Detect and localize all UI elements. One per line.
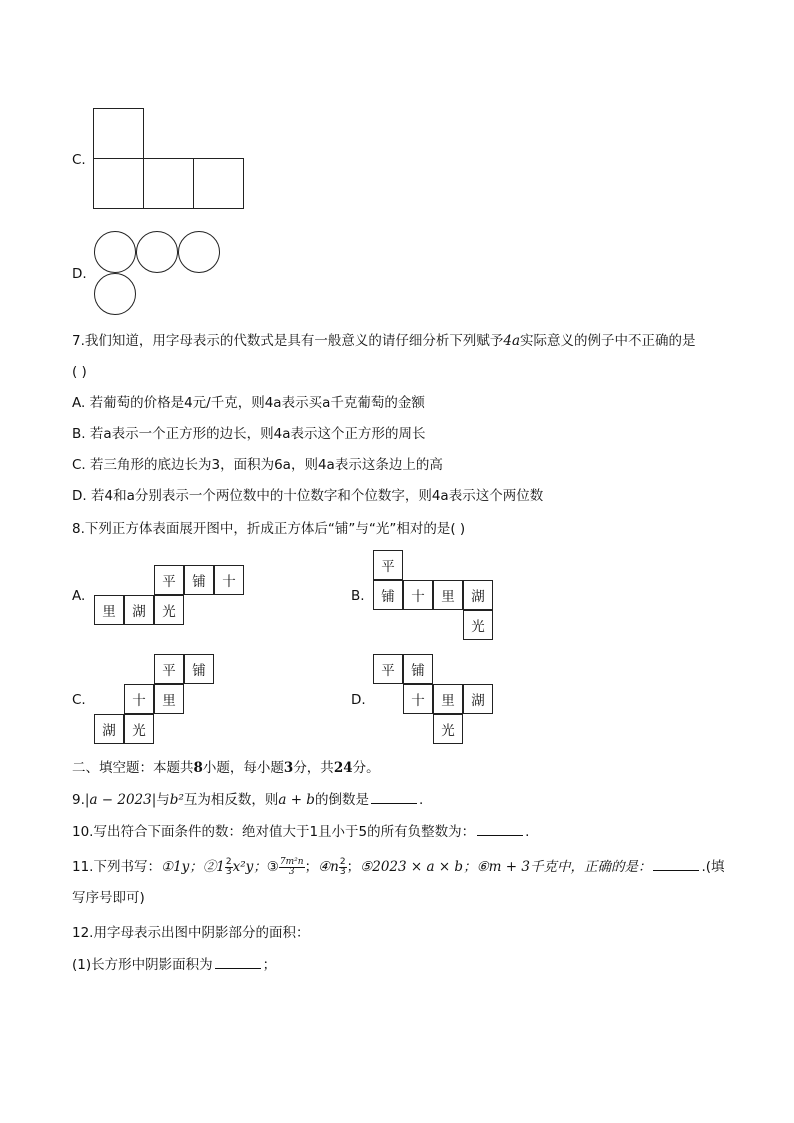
q6-option-d-label: D. <box>72 266 87 282</box>
fraction: $\frac{2}{3}$ <box>225 856 232 877</box>
fraction: $\frac{\text{7m²n}}{3}$ <box>279 856 304 877</box>
q8-option-c-label: C. <box>72 692 86 708</box>
net-cell: 平 <box>373 550 403 580</box>
net-cell: 十 <box>403 684 433 714</box>
net-cell: 铺 <box>184 565 214 595</box>
q7-stem-text: 7.我们知道，用字母表示的代数式是具有一般意义的请仔细分析下列赋予 <box>72 333 504 349</box>
q12-sub1: (1)长方形中阴影面积为 ； <box>72 954 276 975</box>
net-circle <box>178 231 220 273</box>
net-square <box>93 158 144 209</box>
net-square <box>193 158 244 209</box>
net-cell: 铺 <box>403 654 433 684</box>
net-cell: 平 <box>154 565 184 595</box>
net-cell: 里 <box>154 684 184 714</box>
net-cell: 里 <box>433 580 463 610</box>
q8-option-a-label: A. <box>72 588 86 604</box>
net-cell: 光 <box>124 714 154 744</box>
net-cell: 湖 <box>94 714 124 744</box>
net-cell: 光 <box>463 610 493 640</box>
net-cell: 十 <box>214 565 244 595</box>
net-square <box>143 158 194 209</box>
net-cell: 十 <box>124 684 154 714</box>
q7-option-b: B. 若a表示一个正方形的边长，则4a表示这个正方形的周长 <box>72 426 426 442</box>
answer-blank[interactable] <box>215 954 261 969</box>
q7-stem-text-2: 实际意义的例子中不正确的是 <box>520 333 696 349</box>
net-cell: 平 <box>154 654 184 684</box>
q11-line2: 写序号即可) <box>72 890 145 906</box>
net-circle <box>136 231 178 273</box>
q8-option-d-label: D. <box>351 692 366 708</box>
net-cell: 里 <box>94 595 124 625</box>
net-cell: 铺 <box>184 654 214 684</box>
q7-option-c: C. 若三角形的底边长为3，面积为6a，则4a表示这条边上的高 <box>72 457 443 473</box>
q10: 10.写出符合下面条件的数：绝对值大于1且小于5的所有负整数为： . <box>72 821 529 842</box>
net-cell: 铺 <box>373 580 403 610</box>
q12-stem: 12.用字母表示出图中阴影部分的面积： <box>72 925 310 941</box>
net-cell: 湖 <box>463 684 493 714</box>
q7-option-d: D. 若4和a分别表示一个两位数中的十位数字和个位数字，则4a表示这个两位数 <box>72 488 544 504</box>
answer-blank[interactable] <box>371 789 417 804</box>
q9-abs-expression: |a − 2023| <box>84 792 157 808</box>
q7-stem-term: 4a <box>503 333 521 349</box>
answer-blank[interactable] <box>653 856 699 871</box>
net-cell: 平 <box>373 654 403 684</box>
fraction: $\frac{2}{3}$ <box>339 856 346 877</box>
q8-option-b-label: B. <box>351 588 365 604</box>
q7-stem <box>72 331 696 351</box>
net-cell: 光 <box>433 714 463 744</box>
q11: 11.下列书写：①1y；②1 $\frac{2}{3}$ x²y；③ $\frac{\text{7m²n}}{3}$ ；④n $\frac{2}{3}$ ；⑤2023 × a × b；⑥m + 3千克中，正确的是： .(填 <box>72 856 725 877</box>
q9: 9.|a − 2023|与b²互为相反数，则a + b的倒数是 . <box>72 789 423 810</box>
q6-option-c-label: C. <box>72 152 86 168</box>
section-heading: 二、填空题：本题共8小题，每小题3分，共24分。 <box>72 760 380 776</box>
answer-blank[interactable] <box>477 821 523 836</box>
net-cell: 湖 <box>124 595 154 625</box>
net-cell: 光 <box>154 595 184 625</box>
net-cell: 里 <box>433 684 463 714</box>
net-circle <box>94 231 136 273</box>
q8-stem: 8.下列正方体表面展开图中，折成正方体后“铺”与“光”相对的是( ) <box>72 521 466 537</box>
q7-paren: ( ) <box>72 364 87 380</box>
net-square <box>93 108 144 159</box>
net-cell: 湖 <box>463 580 493 610</box>
net-cell: 十 <box>403 580 433 610</box>
net-circle <box>94 273 136 315</box>
q7-option-a: A. 若葡萄的价格是4元/千克，则4a表示买a千克葡萄的金额 <box>72 395 425 411</box>
